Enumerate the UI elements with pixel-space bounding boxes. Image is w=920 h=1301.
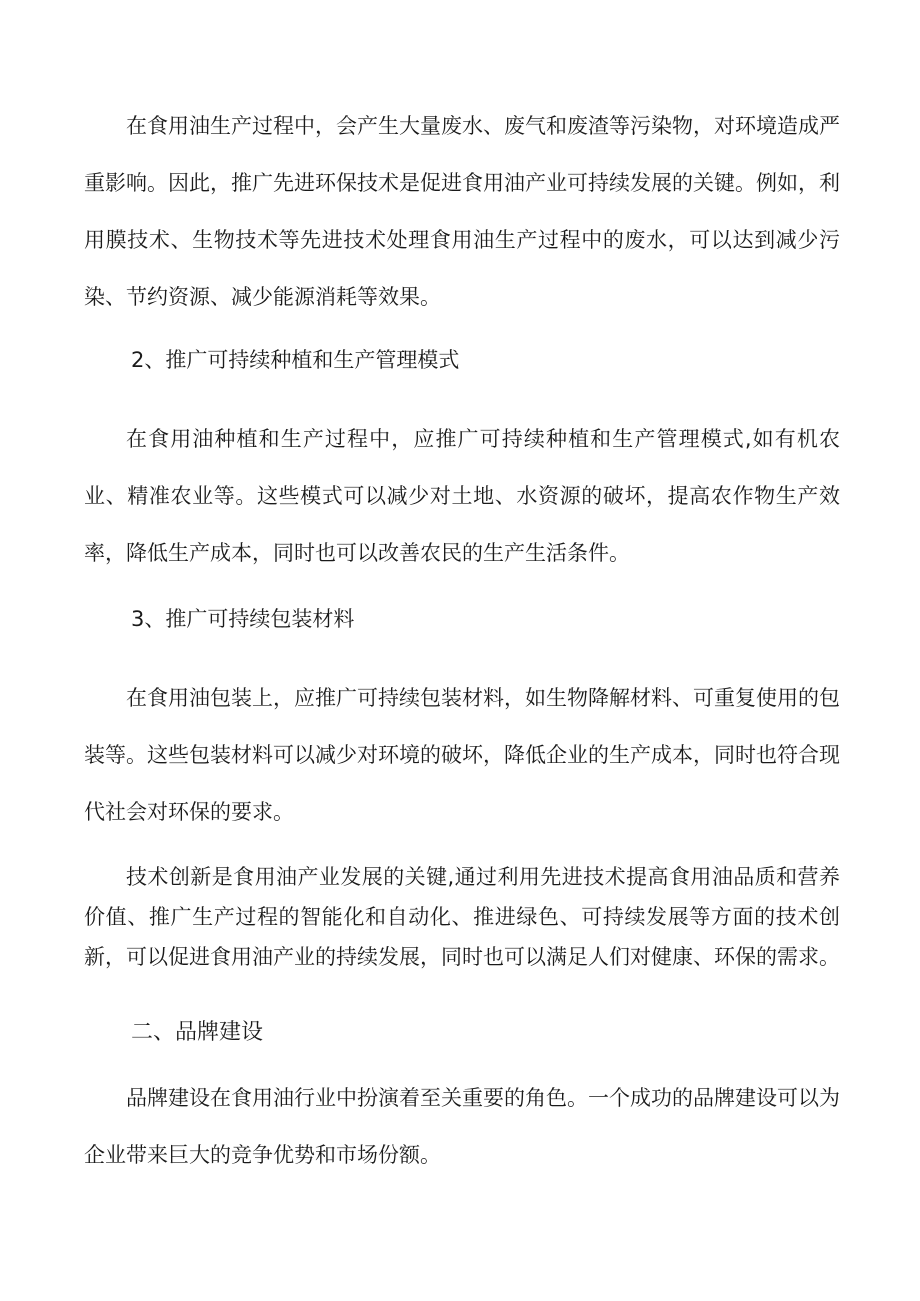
paragraph-tech-innovation: 技术创新是食用油产业发展的关键,通过利用先进技术提高食用油品质和营养价值、推广生产过程的智能化和自动化、推进绿色、可持续发展等方面的技术创新，可以促进食用油产业的持续发展，同时也可以满足人们对健康、环保的需求。 [84,865,840,969]
paragraph-brand-building: 品牌建设在食用油行业中扮演着至关重要的角色。一个成功的品牌建设可以为企业带来巨大的竞争优势和市场份额。 [84,1086,840,1167]
heading-sustainable-farming: 2、推广可持续种植和生产管理模式 [131,348,460,372]
heading-sustainable-packaging: 3、推广可持续包装材料 [131,607,355,631]
paragraph-sustainable-farming: 在食用油种植和生产过程中，应推广可持续种植和生产管理模式,如有机农业、精准农业等。这些模式可以减少对土地、水资源的破坏，提高农作物生产效率，降低生产成本，同时也可以改善农民的生产生活条件。 [84,427,840,565]
heading-brand-building: 二、品牌建设 [131,1020,264,1045]
paragraph-sustainable-packaging: 在食用油包装上，应推广可持续包装材料，如生物降解材料、可重复使用的包装等。这些包装材料可以减少对环境的破坏，降低企业的生产成本，同时也符合现代社会对环保的要求。 [84,686,840,824]
paragraph-environmental-tech: 在食用油生产过程中，会产生大量废水、废气和废渣等污染物，对环境造成严重影响。因此，推广先进环保技术是促进食用油产业可持续发展的关键。例如，利用膜技术、生物技术等先进技术处理食用油生产过程中的废水，可以达到减少污染、节约资源、减少能源消耗等效果。 [84,114,840,309]
